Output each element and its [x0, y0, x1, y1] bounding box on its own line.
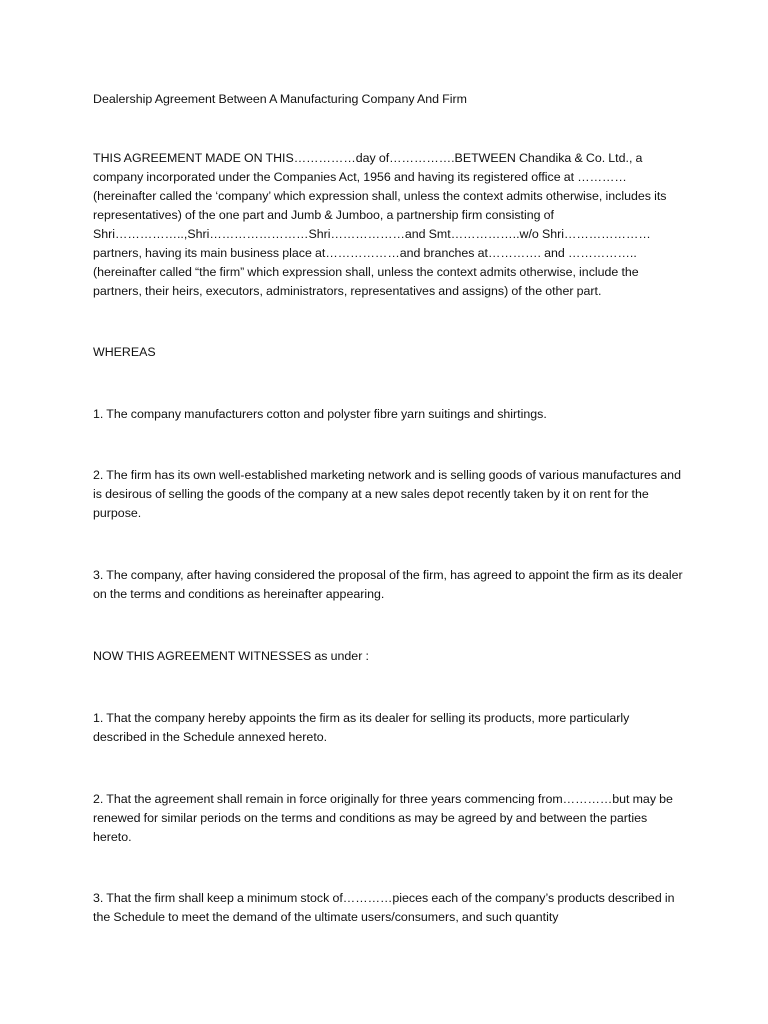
witnesses-heading: NOW THIS AGREEMENT WITNESSES as under :: [93, 649, 369, 663]
whereas-item-1: 1. The company manufacturers cotton and polyster fibre yarn suitings and shirtings.: [93, 407, 547, 421]
document-title: Dealership Agreement Between A Manufacturing Company And Firm: [93, 92, 467, 106]
clause-2: 2. That the agreement shall remain in force originally for three years commencing from…………but may be renewed for similar periods on the terms and conditions as may be agreed by and between the parties hereto.: [93, 792, 673, 844]
agreement-intro-paragraph: THIS AGREEMENT MADE ON THIS……………day of…………….BETWEEN Chandika & Co. Ltd., a company incorporated under the Companies Act, 1956 and having its registered office at …………(hereinafter called the ‘company’ which expression shall, unless the context admits otherwise, includes its representatives) of the one part and Jumb & Jumboo, a partnership firm consisting of Shri……………..,Shri……………………Shri………………and Smt……………..w/o Shri…………………partners, having its main business place at………………and branches at…………. and ……………..(hereinafter called “the firm” which expression shall, unless the context admits otherwise, include the partners, their heirs, executors, administrators, representatives and assigns) of the other part.: [93, 151, 667, 298]
whereas-heading: WHEREAS: [93, 345, 156, 359]
whereas-item-2: 2. The firm has its own well-established marketing network and is selling goods of various manufactures and is desirous of selling the goods of the company at a new sales depot recently taken by it on rent for the purpose.: [93, 468, 681, 520]
clause-3: 3. That the firm shall keep a minimum stock of…………pieces each of the company’s products described in the Schedule to meet the demand of the ultimate users/consumers, and such quantity: [93, 891, 675, 924]
whereas-item-3: 3. The company, after having considered the proposal of the firm, has agreed to appoint the firm as its dealer on the terms and conditions as hereinafter appearing.: [93, 568, 683, 601]
clause-1: 1. That the company hereby appoints the firm as its dealer for selling its products, more particularly described in the Schedule annexed hereto.: [93, 711, 630, 744]
